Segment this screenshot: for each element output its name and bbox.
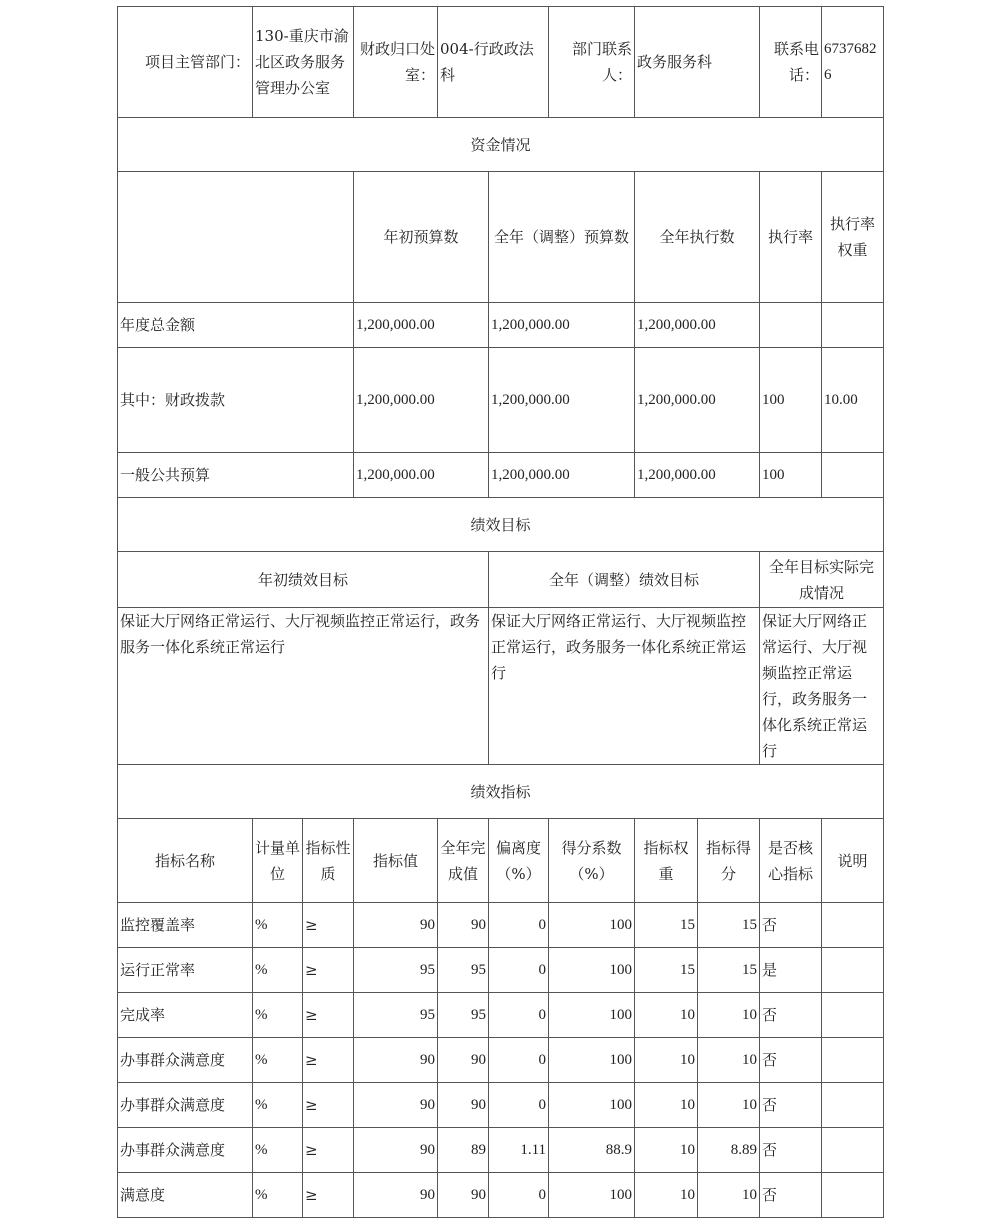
indicator-row: [118, 1083, 884, 1128]
ind-note: [822, 948, 884, 993]
funds-row-executed: 1,200,000.00: [635, 453, 760, 498]
funds-col-executed: 全年执行数: [635, 172, 760, 303]
indicator-row: [118, 1038, 884, 1083]
ind-unit: %: [253, 1038, 303, 1083]
indicator-row: [118, 1128, 884, 1173]
goals-initial-text: 保证大厅网络正常运行、大厅视频监控正常运行，政务服务一体化系统正常运行: [118, 608, 489, 765]
dept-label: 项目主管部门：: [118, 7, 253, 118]
ind-core: 否: [760, 1083, 822, 1128]
ind-score: 15: [698, 903, 760, 948]
ind-target: 90: [354, 1128, 438, 1173]
funds-row-initial: 1,200,000.00: [354, 303, 489, 348]
ind-coef: 100: [549, 1083, 635, 1128]
ind-deviation: 1.11: [489, 1128, 549, 1173]
ind-deviation: 0: [489, 948, 549, 993]
ind-unit: %: [253, 1173, 303, 1218]
funds-header-blank: [118, 172, 354, 303]
ind-unit: %: [253, 1083, 303, 1128]
goals-header-row: [118, 552, 884, 608]
ind-col-target: 指标值: [354, 819, 438, 903]
ind-weight: 10: [635, 1128, 698, 1173]
ind-weight: 10: [635, 993, 698, 1038]
ind-core: 否: [760, 1038, 822, 1083]
ind-coef: 100: [549, 903, 635, 948]
funds-row: [118, 348, 884, 453]
funds-row-adjusted: 1,200,000.00: [489, 348, 635, 453]
ind-note: [822, 1038, 884, 1083]
ind-name: 办事群众满意度: [118, 1038, 253, 1083]
ind-actual: 89: [438, 1128, 489, 1173]
ind-core: 否: [760, 1173, 822, 1218]
ind-col-nature: 指标性质: [303, 819, 354, 903]
funds-row-rate: 100: [760, 453, 822, 498]
ind-deviation: 0: [489, 903, 549, 948]
phone-value: 67376826: [822, 7, 884, 118]
ind-unit: %: [253, 948, 303, 993]
ind-name: 办事群众满意度: [118, 1083, 253, 1128]
ind-name: 运行正常率: [118, 948, 253, 993]
performance-form-table: [117, 6, 884, 1218]
finance-value: 004-行政政法科: [438, 7, 549, 118]
goals-col-initial: 年初绩效目标: [118, 552, 489, 608]
indicators-section-title: 绩效指标: [118, 765, 884, 819]
ind-nature: ≥: [303, 1173, 354, 1218]
ind-actual: 90: [438, 1173, 489, 1218]
ind-score: 8.89: [698, 1128, 760, 1173]
goals-col-actual: 全年目标实际完成情况: [760, 552, 884, 608]
ind-target: 90: [354, 1038, 438, 1083]
indicator-row: [118, 948, 884, 993]
ind-col-core: 是否核心指标: [760, 819, 822, 903]
ind-deviation: 0: [489, 1173, 549, 1218]
ind-col-coef: 得分系数（%）: [549, 819, 635, 903]
ind-nature: ≥: [303, 1128, 354, 1173]
funds-row-weight: [822, 303, 884, 348]
indicator-row: [118, 903, 884, 948]
funds-row-initial: 1,200,000.00: [354, 453, 489, 498]
funds-col-rate: 执行率: [760, 172, 822, 303]
funds-row-rate: 100: [760, 348, 822, 453]
ind-name: 办事群众满意度: [118, 1128, 253, 1173]
ind-note: [822, 1128, 884, 1173]
ind-coef: 100: [549, 1173, 635, 1218]
ind-target: 95: [354, 948, 438, 993]
phone-label: 联系电话：: [760, 7, 822, 118]
ind-score: 10: [698, 1083, 760, 1128]
ind-actual: 95: [438, 993, 489, 1038]
dept-value: 130-重庆市渝北区政务服务管理办公室: [253, 7, 354, 118]
ind-nature: ≥: [303, 1038, 354, 1083]
ind-target: 90: [354, 1173, 438, 1218]
ind-col-name: 指标名称: [118, 819, 253, 903]
ind-core: 否: [760, 903, 822, 948]
ind-actual: 95: [438, 948, 489, 993]
funds-row-name: 一般公共预算: [118, 453, 354, 498]
ind-score: 15: [698, 948, 760, 993]
ind-core: 否: [760, 993, 822, 1038]
ind-coef: 100: [549, 1038, 635, 1083]
ind-weight: 10: [635, 1083, 698, 1128]
ind-col-unit: 计量单位: [253, 819, 303, 903]
header-row: [118, 7, 884, 118]
funds-row-name: 其中：财政拨款: [118, 348, 354, 453]
goals-content-row: [118, 608, 884, 765]
ind-actual: 90: [438, 1083, 489, 1128]
ind-weight: 15: [635, 903, 698, 948]
finance-label: 财政归口处室：: [354, 7, 438, 118]
funds-col-initial: 年初预算数: [354, 172, 489, 303]
ind-nature: ≥: [303, 948, 354, 993]
ind-actual: 90: [438, 1038, 489, 1083]
goals-section-title: 绩效目标: [118, 498, 884, 552]
ind-note: [822, 1083, 884, 1128]
indicator-row: [118, 993, 884, 1038]
ind-col-weight: 指标权重: [635, 819, 698, 903]
ind-actual: 90: [438, 903, 489, 948]
ind-nature: ≥: [303, 903, 354, 948]
funds-row: [118, 453, 884, 498]
goals-adjusted-text: 保证大厅网络正常运行、大厅视频监控正常运行，政务服务一体化系统正常运行: [489, 608, 760, 765]
funds-row-weight: 10.00: [822, 348, 884, 453]
ind-col-note: 说明: [822, 819, 884, 903]
ind-nature: ≥: [303, 1083, 354, 1128]
funds-header-row: [118, 172, 884, 303]
funds-row-adjusted: 1,200,000.00: [489, 303, 635, 348]
ind-unit: %: [253, 903, 303, 948]
ind-core: 是: [760, 948, 822, 993]
ind-coef: 100: [549, 993, 635, 1038]
goals-actual-text: 保证大厅网络正常运行、大厅视频监控正常运行，政务服务一体化系统正常运行: [760, 608, 884, 765]
funds-row-weight: [822, 453, 884, 498]
ind-target: 90: [354, 1083, 438, 1128]
ind-name: 完成率: [118, 993, 253, 1038]
ind-note: [822, 1173, 884, 1218]
goals-col-adjusted: 全年（调整）绩效目标: [489, 552, 760, 608]
ind-deviation: 0: [489, 1083, 549, 1128]
ind-coef: 88.9: [549, 1128, 635, 1173]
funds-row-initial: 1,200,000.00: [354, 348, 489, 453]
ind-note: [822, 993, 884, 1038]
funds-section-title: 资金情况: [118, 118, 884, 172]
ind-unit: %: [253, 1128, 303, 1173]
ind-core: 否: [760, 1128, 822, 1173]
ind-name: 监控覆盖率: [118, 903, 253, 948]
ind-target: 90: [354, 903, 438, 948]
ind-score: 10: [698, 1173, 760, 1218]
ind-unit: %: [253, 993, 303, 1038]
contact-value: 政务服务科: [635, 7, 760, 118]
contact-label: 部门联系人：: [549, 7, 635, 118]
ind-score: 10: [698, 1038, 760, 1083]
funds-row-executed: 1,200,000.00: [635, 348, 760, 453]
funds-row: [118, 303, 884, 348]
ind-weight: 10: [635, 1173, 698, 1218]
funds-row-adjusted: 1,200,000.00: [489, 453, 635, 498]
ind-col-actual: 全年完成值: [438, 819, 489, 903]
ind-deviation: 0: [489, 993, 549, 1038]
ind-note: [822, 903, 884, 948]
ind-nature: ≥: [303, 993, 354, 1038]
ind-col-deviation: 偏离度（%）: [489, 819, 549, 903]
ind-score: 10: [698, 993, 760, 1038]
ind-name: 满意度: [118, 1173, 253, 1218]
funds-row-rate: [760, 303, 822, 348]
funds-row-executed: 1,200,000.00: [635, 303, 760, 348]
ind-coef: 100: [549, 948, 635, 993]
indicators-header-row: [118, 819, 884, 903]
ind-deviation: 0: [489, 1038, 549, 1083]
indicator-row: [118, 1173, 884, 1218]
funds-col-weight: 执行率权重: [822, 172, 884, 303]
ind-col-score: 指标得分: [698, 819, 760, 903]
ind-weight: 10: [635, 1038, 698, 1083]
ind-target: 95: [354, 993, 438, 1038]
ind-weight: 15: [635, 948, 698, 993]
funds-col-adjusted: 全年（调整）预算数: [489, 172, 635, 303]
funds-row-name: 年度总金额: [118, 303, 354, 348]
